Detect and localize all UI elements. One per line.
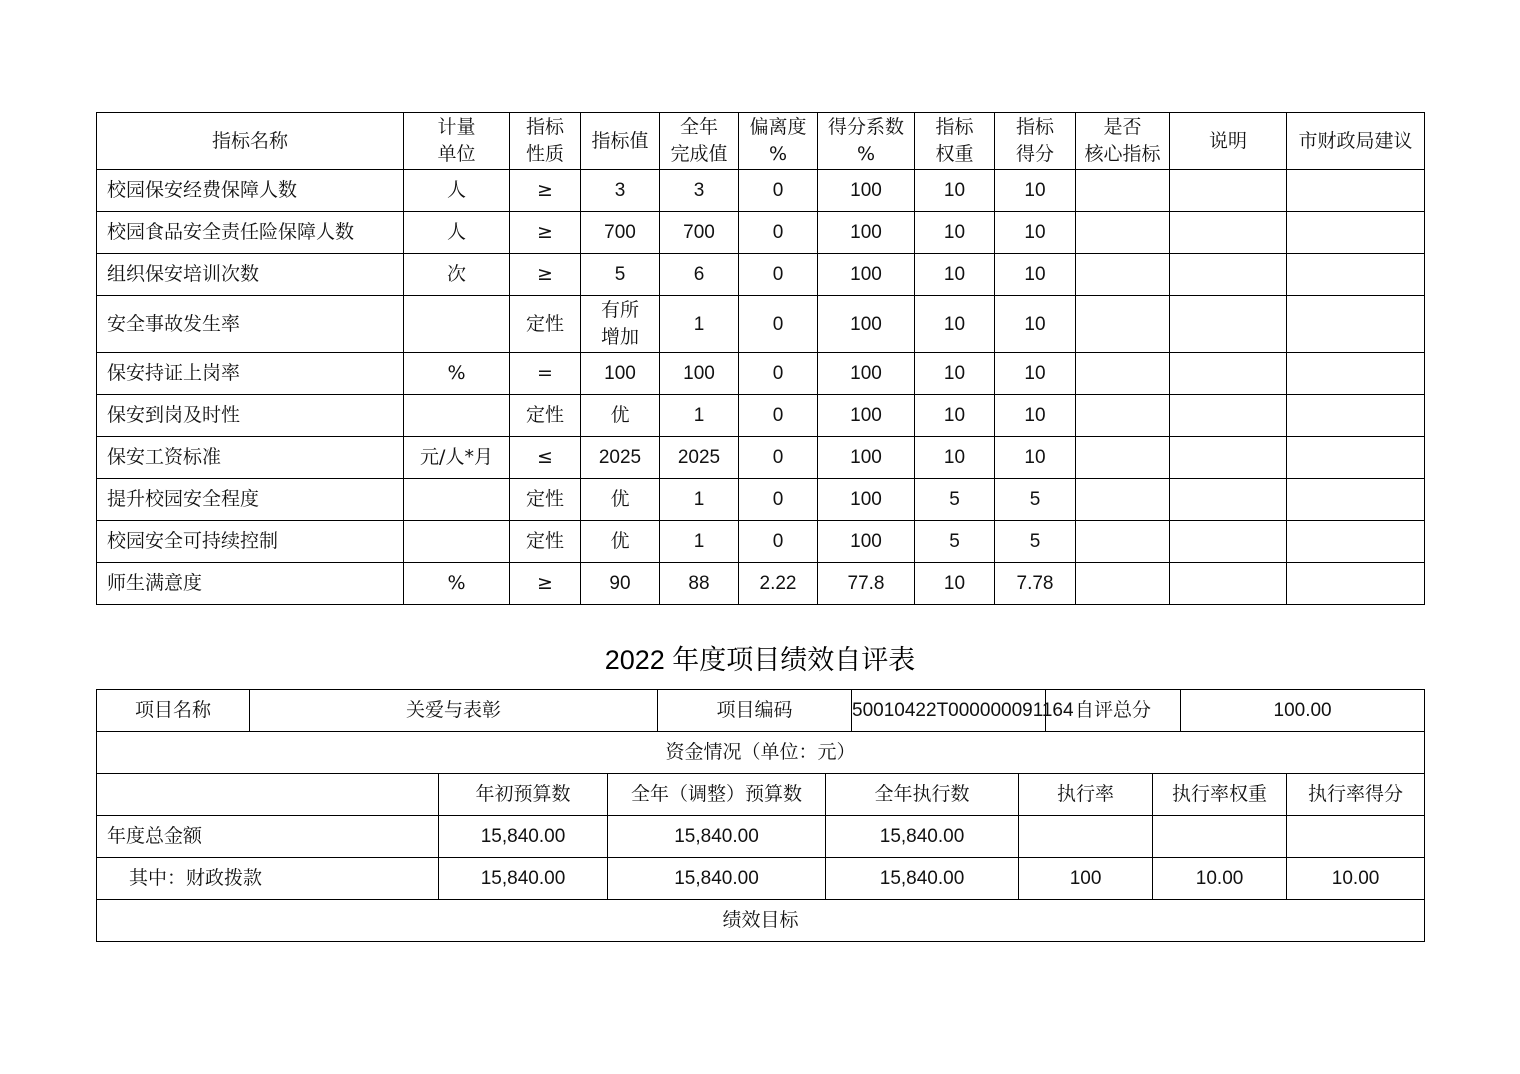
funds-col-adjusted: 全年（调整）预算数: [608, 774, 826, 816]
indicator-score: 5: [995, 521, 1076, 563]
indicator-name: 保安工资标准: [97, 437, 404, 479]
indicator-deviation: 0: [739, 212, 818, 254]
indicator-nature: 定性: [510, 296, 581, 353]
funds-col-rate-score: 执行率得分: [1287, 774, 1425, 816]
indicator-deviation: 0: [739, 254, 818, 296]
funds-initial: 15,840.00: [439, 858, 608, 900]
indicator-target: 优: [581, 521, 660, 563]
project-name-value: 关爱与表彰: [250, 690, 658, 732]
indicator-deviation: 0: [739, 395, 818, 437]
indicator-row: [97, 296, 1425, 353]
total-score-label: 自评总分: [1046, 690, 1181, 732]
indicator-note: [1170, 254, 1287, 296]
indicator-nature: =: [510, 353, 581, 395]
indicator-weight: 10: [915, 353, 995, 395]
goals-header: 绩效目标: [97, 900, 1425, 942]
project-info-row: [97, 690, 1425, 732]
indicator-name: 校园安全可持续控制: [97, 521, 404, 563]
indicator-nature: ≥: [510, 212, 581, 254]
indicator-advice: [1287, 212, 1425, 254]
indicator-actual: 1: [660, 479, 739, 521]
indicator-note: [1170, 353, 1287, 395]
indicator-weight: 10: [915, 437, 995, 479]
indicator-unit: [404, 296, 510, 353]
indicator-coefficient: 77.8: [818, 563, 915, 605]
indicator-deviation: 0: [739, 170, 818, 212]
indicator-coefficient: 100: [818, 212, 915, 254]
goals-header-row: [97, 900, 1425, 942]
indicator-nature: ≥: [510, 563, 581, 605]
indicator-target: 有所 增加: [581, 296, 660, 353]
indicator-deviation: 0: [739, 437, 818, 479]
project-code-label: 项目编码: [658, 690, 852, 732]
indicator-unit: 人: [404, 212, 510, 254]
indicator-core: [1076, 254, 1170, 296]
indicator-deviation: 0: [739, 479, 818, 521]
indicator-unit: %: [404, 353, 510, 395]
indicator-name: 保安到岗及时性: [97, 395, 404, 437]
indicator-weight: 10: [915, 254, 995, 296]
indicator-note: [1170, 479, 1287, 521]
indicator-score: 10: [995, 296, 1076, 353]
indicator-target: 3: [581, 170, 660, 212]
indicator-advice: [1287, 254, 1425, 296]
header-note: 说明: [1170, 113, 1287, 170]
funds-executed: 15,840.00: [826, 816, 1019, 858]
indicator-actual: 6: [660, 254, 739, 296]
indicator-advice: [1287, 395, 1425, 437]
indicator-coefficient: 100: [818, 254, 915, 296]
indicator-row: [97, 170, 1425, 212]
indicator-name: 安全事故发生率: [97, 296, 404, 353]
funds-rate-weight: 10.00: [1153, 858, 1287, 900]
funds-initial: 15,840.00: [439, 816, 608, 858]
header-coefficient: 得分系数 %: [818, 113, 915, 170]
indicator-name: 保安持证上岗率: [97, 353, 404, 395]
funds-rate: [1019, 816, 1153, 858]
funds-executed: 15,840.00: [826, 858, 1019, 900]
indicator-actual: 88: [660, 563, 739, 605]
indicator-name: 校园食品安全责任险保障人数: [97, 212, 404, 254]
indicator-actual: 100: [660, 353, 739, 395]
indicator-advice: [1287, 170, 1425, 212]
indicator-note: [1170, 296, 1287, 353]
indicator-coefficient: 100: [818, 479, 915, 521]
indicator-deviation: 0: [739, 521, 818, 563]
indicator-target: 100: [581, 353, 660, 395]
indicator-unit: 元/人*月: [404, 437, 510, 479]
header-target: 指标值: [581, 113, 660, 170]
indicator-weight: 10: [915, 563, 995, 605]
indicator-target: 700: [581, 212, 660, 254]
indicator-coefficient: 100: [818, 521, 915, 563]
indicator-score: 10: [995, 395, 1076, 437]
indicator-target: 优: [581, 479, 660, 521]
indicator-row: [97, 353, 1425, 395]
indicator-unit: [404, 521, 510, 563]
header-score: 指标 得分: [995, 113, 1076, 170]
self-eval-table: [96, 689, 1425, 942]
indicator-unit: 人: [404, 170, 510, 212]
funds-header-row: [97, 732, 1425, 774]
indicator-target: 90: [581, 563, 660, 605]
indicator-score: 10: [995, 353, 1076, 395]
header-indicator-name: 指标名称: [97, 113, 404, 170]
indicator-unit: 次: [404, 254, 510, 296]
indicator-note: [1170, 563, 1287, 605]
indicator-weight: 10: [915, 296, 995, 353]
indicator-score: 10: [995, 170, 1076, 212]
project-code-value: 50010422T000000091164: [852, 690, 1046, 732]
indicator-actual: 700: [660, 212, 739, 254]
funds-col-rate-weight: 执行率权重: [1153, 774, 1287, 816]
indicator-name: 校园保安经费保障人数: [97, 170, 404, 212]
indicator-coefficient: 100: [818, 395, 915, 437]
indicator-core: [1076, 437, 1170, 479]
indicator-advice: [1287, 563, 1425, 605]
indicator-deviation: 0: [739, 296, 818, 353]
indicator-target: 5: [581, 254, 660, 296]
funds-row-label: 其中：财政拨款: [97, 858, 439, 900]
header-nature: 指标 性质: [510, 113, 581, 170]
indicator-target: 2025: [581, 437, 660, 479]
indicator-row: [97, 437, 1425, 479]
indicator-unit: [404, 479, 510, 521]
indicator-score: 10: [995, 212, 1076, 254]
indicator-nature: 定性: [510, 521, 581, 563]
funds-adjusted: 15,840.00: [608, 858, 826, 900]
header-advice: 市财政局建议: [1287, 113, 1425, 170]
funds-row-total: [97, 816, 1425, 858]
indicator-core: [1076, 170, 1170, 212]
indicator-weight: 10: [915, 395, 995, 437]
indicator-core: [1076, 353, 1170, 395]
indicator-note: [1170, 395, 1287, 437]
indicator-row: [97, 254, 1425, 296]
indicator-weight: 10: [915, 212, 995, 254]
indicator-core: [1076, 521, 1170, 563]
indicator-advice: [1287, 437, 1425, 479]
indicator-advice: [1287, 521, 1425, 563]
indicator-table: [96, 112, 1425, 605]
indicator-core: [1076, 563, 1170, 605]
indicator-score: 10: [995, 254, 1076, 296]
header-unit: 计量 单位: [404, 113, 510, 170]
indicator-actual: 2025: [660, 437, 739, 479]
funds-row-fiscal: [97, 858, 1425, 900]
indicator-nature: ≥: [510, 254, 581, 296]
indicator-target: 优: [581, 395, 660, 437]
indicator-actual: 1: [660, 296, 739, 353]
funds-row-label: 年度总金额: [97, 816, 439, 858]
funds-col-rate: 执行率: [1019, 774, 1153, 816]
indicator-score: 5: [995, 479, 1076, 521]
funds-col-blank: [97, 774, 439, 816]
indicator-score: 10: [995, 437, 1076, 479]
indicator-core: [1076, 395, 1170, 437]
indicator-unit: [404, 395, 510, 437]
funds-rate: 100: [1019, 858, 1153, 900]
indicator-nature: ≥: [510, 170, 581, 212]
indicator-row: [97, 521, 1425, 563]
indicator-row: [97, 479, 1425, 521]
indicator-name: 提升校园安全程度: [97, 479, 404, 521]
header-deviation: 偏离度 %: [739, 113, 818, 170]
funds-rate-score: 10.00: [1287, 858, 1425, 900]
funds-col-executed: 全年执行数: [826, 774, 1019, 816]
indicator-deviation: 0: [739, 353, 818, 395]
indicator-advice: [1287, 296, 1425, 353]
header-core: 是否 核心指标: [1076, 113, 1170, 170]
indicator-note: [1170, 212, 1287, 254]
indicator-advice: [1287, 353, 1425, 395]
indicator-row: [97, 212, 1425, 254]
indicator-unit: %: [404, 563, 510, 605]
indicator-actual: 1: [660, 395, 739, 437]
indicator-advice: [1287, 479, 1425, 521]
project-name-label: 项目名称: [97, 690, 250, 732]
indicator-deviation: 2.22: [739, 563, 818, 605]
indicator-nature: 定性: [510, 479, 581, 521]
indicator-name: 组织保安培训次数: [97, 254, 404, 296]
indicator-score: 7.78: [995, 563, 1076, 605]
indicator-weight: 5: [915, 479, 995, 521]
funds-rate-weight: [1153, 816, 1287, 858]
indicator-coefficient: 100: [818, 170, 915, 212]
indicator-nature: 定性: [510, 395, 581, 437]
indicator-note: [1170, 521, 1287, 563]
funds-rate-score: [1287, 816, 1425, 858]
funds-col-initial: 年初预算数: [439, 774, 608, 816]
indicator-weight: 5: [915, 521, 995, 563]
indicator-weight: 10: [915, 170, 995, 212]
header-actual: 全年 完成值: [660, 113, 739, 170]
indicator-note: [1170, 170, 1287, 212]
indicator-coefficient: 100: [818, 353, 915, 395]
indicator-actual: 3: [660, 170, 739, 212]
funds-adjusted: 15,840.00: [608, 816, 826, 858]
page-title: 2022 年度项目绩效自评表: [604, 645, 916, 675]
indicator-core: [1076, 212, 1170, 254]
indicator-core: [1076, 479, 1170, 521]
total-score-value: 100.00: [1181, 690, 1425, 732]
funds-header: 资金情况（单位：元）: [97, 732, 1425, 774]
indicator-coefficient: 100: [818, 296, 915, 353]
indicator-row: [97, 563, 1425, 605]
header-weight: 指标 权重: [915, 113, 995, 170]
funds-columns-row: [97, 774, 1425, 816]
indicator-row: [97, 395, 1425, 437]
indicator-note: [1170, 437, 1287, 479]
indicator-header-row: [97, 113, 1425, 170]
indicator-core: [1076, 296, 1170, 353]
indicator-coefficient: 100: [818, 437, 915, 479]
indicator-name: 师生满意度: [97, 563, 404, 605]
indicator-actual: 1: [660, 521, 739, 563]
indicator-nature: ≤: [510, 437, 581, 479]
